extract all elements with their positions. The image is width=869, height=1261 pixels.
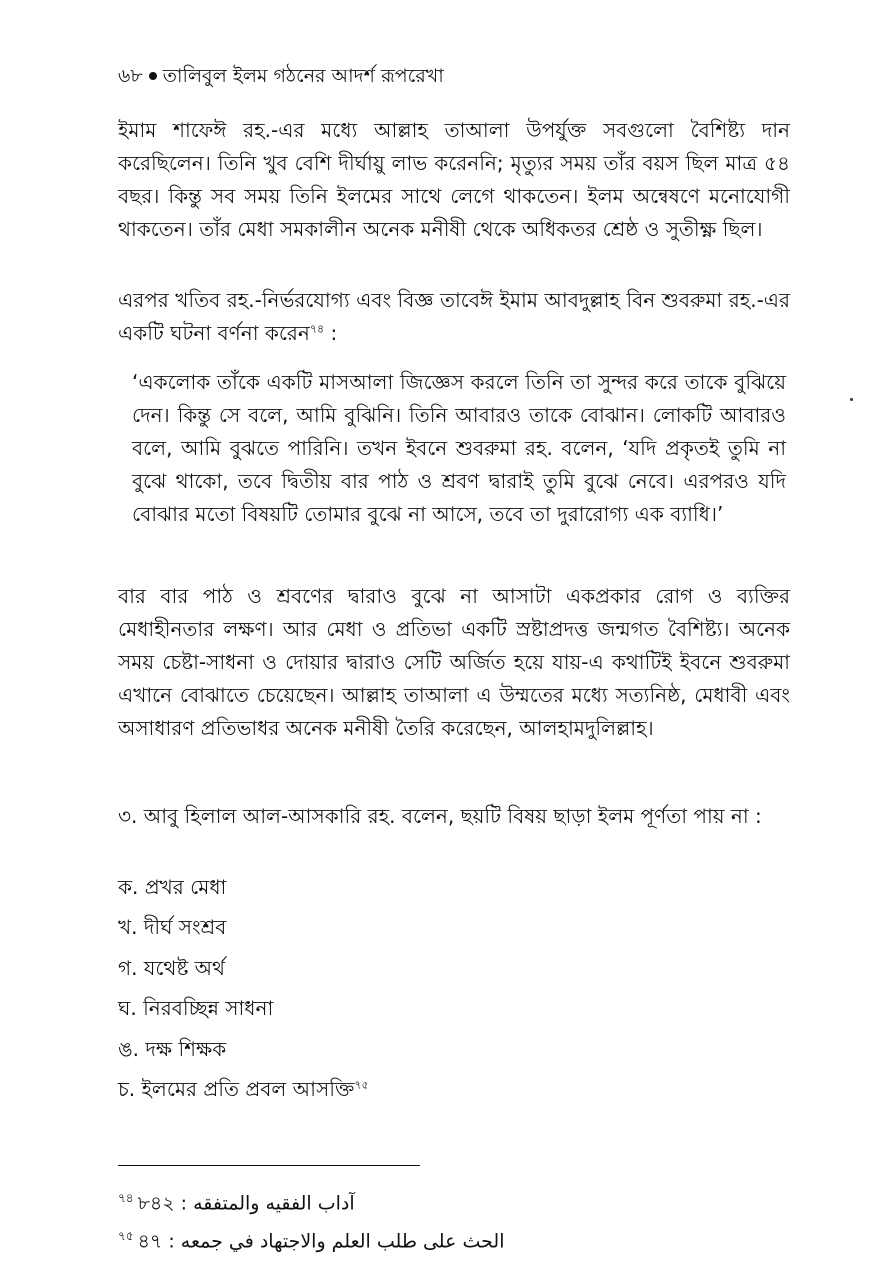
footnote-75 xyxy=(118,1222,504,1255)
list-item: ঙ. দক্ষ শিক্ষক xyxy=(118,1037,227,1061)
margin-mark xyxy=(850,398,853,401)
quote-ibn-shubruma: ‘একলোক তাঁকে একটি মাসআলা জিজ্ঞেস করলে তিনি তা সুন্দর করে তাকে বুঝিয়ে দেন। কিন্তু সে বলে, আমি বুঝিনি। তিনি আবারও তাকে বোঝান। লোকটি আবারও বলে, আমি বুঝতে পারিনি। তখন ইবনে শুবরুমা রহ. বলেন, ‘যদি প্রকৃতই তুমি না বুঝে থাকো, তবে দ্বিতীয় বার পাঠ ও শ্রবণ দ্বারাই তুমি বুঝে নেবে। এরপরও যদি বোঝার মতো বিষয়টি তোমার বুঝে না আসে, তবে তা দুরারোগ্য এক ব্যাধি।’ xyxy=(132,370,786,526)
paragraph-khatib-intro xyxy=(118,284,790,350)
list-item: ক. প্রখর মেধা xyxy=(118,875,227,899)
footnote-text: الحث على طلب العلم والاجتهاد في جمعه : ৪৭ xyxy=(137,1230,505,1253)
footnote-text: آداب الفقيه والمتفقه : ৮৪২ xyxy=(137,1192,355,1215)
paragraph-khatib-text: এরপর খতিব রহ.-নির্ভরযোগ্য এবং বিজ্ঞ তাবেঈ ইমাম আবদুল্লাহ বিন শুবরুমা রহ.-এর একটি ঘটনা বর্ণনা করেন xyxy=(118,288,790,345)
bullet-separator xyxy=(149,72,157,80)
list-item: খ. দীর্ঘ সংশ্রব xyxy=(118,915,227,939)
footnote-separator xyxy=(118,1165,420,1166)
footnote-ref-74[interactable]: ৭৪ xyxy=(309,322,325,336)
paragraph-khatib-colon: : xyxy=(324,321,338,345)
footnote-number: ৭৫ xyxy=(118,1229,134,1243)
list-item-last xyxy=(118,1074,369,1104)
list-item: গ. যথেষ্ট অর্থ xyxy=(118,956,225,980)
running-title: তালিবুল ইলম গঠনের আদর্শ রূপরেখা xyxy=(162,65,444,87)
paragraph-abu-hilal: ৩. আবু হিলাল আল-আসকারি রহ. বলেন, ছয়টি বিষয় ছাড়া ইলম পূর্ণতা পায় না : xyxy=(118,804,762,828)
footnote-number: ৭৪ xyxy=(118,1191,134,1205)
footnote-74 xyxy=(118,1184,355,1217)
list-item: ঘ. নিরবচ্ছিন্ন সাধনা xyxy=(118,996,274,1020)
paragraph-explanation: বার বার পাঠ ও শ্রবণের দ্বারাও বুঝে না আসাটা একপ্রকার রোগ ও ব্যক্তির মেধাহীনতার লক্ষণ। আর মেধা ও প্রতিভা একটি স্রষ্টাপ্রদত্ত জন্মগত বৈশিষ্ট্য। অনেক সময় চেষ্টা-সাধনা ও দোয়ার দ্বারাও সেটি অর্জিত হয়ে যায়-এ কথাটিই ইবনে শুবরুমা এখানে বোঝাতে চেয়েছেন। আল্লাহ তাআলা এ উম্মতের মধ্যে সত্যনিষ্ঠ, মেধাবী এবং অসাধারণ প্রতিভাধর অনেক মনীষী তৈরি করেছেন, আলহামদুলিল্লাহ। xyxy=(118,584,790,740)
list-item-text: চ. ইলমের প্রতি প্রবল আসক্তি xyxy=(118,1077,355,1101)
paragraph-imam-shafei: ইমাম শাফেঈ রহ.-এর মধ্যে আল্লাহ তাআলা উপর্যুক্ত সবগুলো বৈশিষ্ট্য দান করেছিলেন। তিনি খুব বেশি দীর্ঘায়ু লাভ করেননি; মৃত্যুর সময় তাঁর বয়স ছিল মাত্র ৫৪ বছর। কিন্তু সব সময় তিনি ইলমের সাথে লেগে থাকতেন। ইলম অন্বেষণে মনোযোগী থাকতেন। তাঁর মেধা সমকালীন অনেক মনীষী থেকে অধিকতর শ্রেষ্ঠ ও সুতীক্ষ্ণ ছিল। xyxy=(118,118,790,241)
footnote-ref-75[interactable]: ৭৫ xyxy=(354,1078,369,1092)
page-number: ৬৮ xyxy=(118,65,143,87)
running-header xyxy=(118,62,444,90)
